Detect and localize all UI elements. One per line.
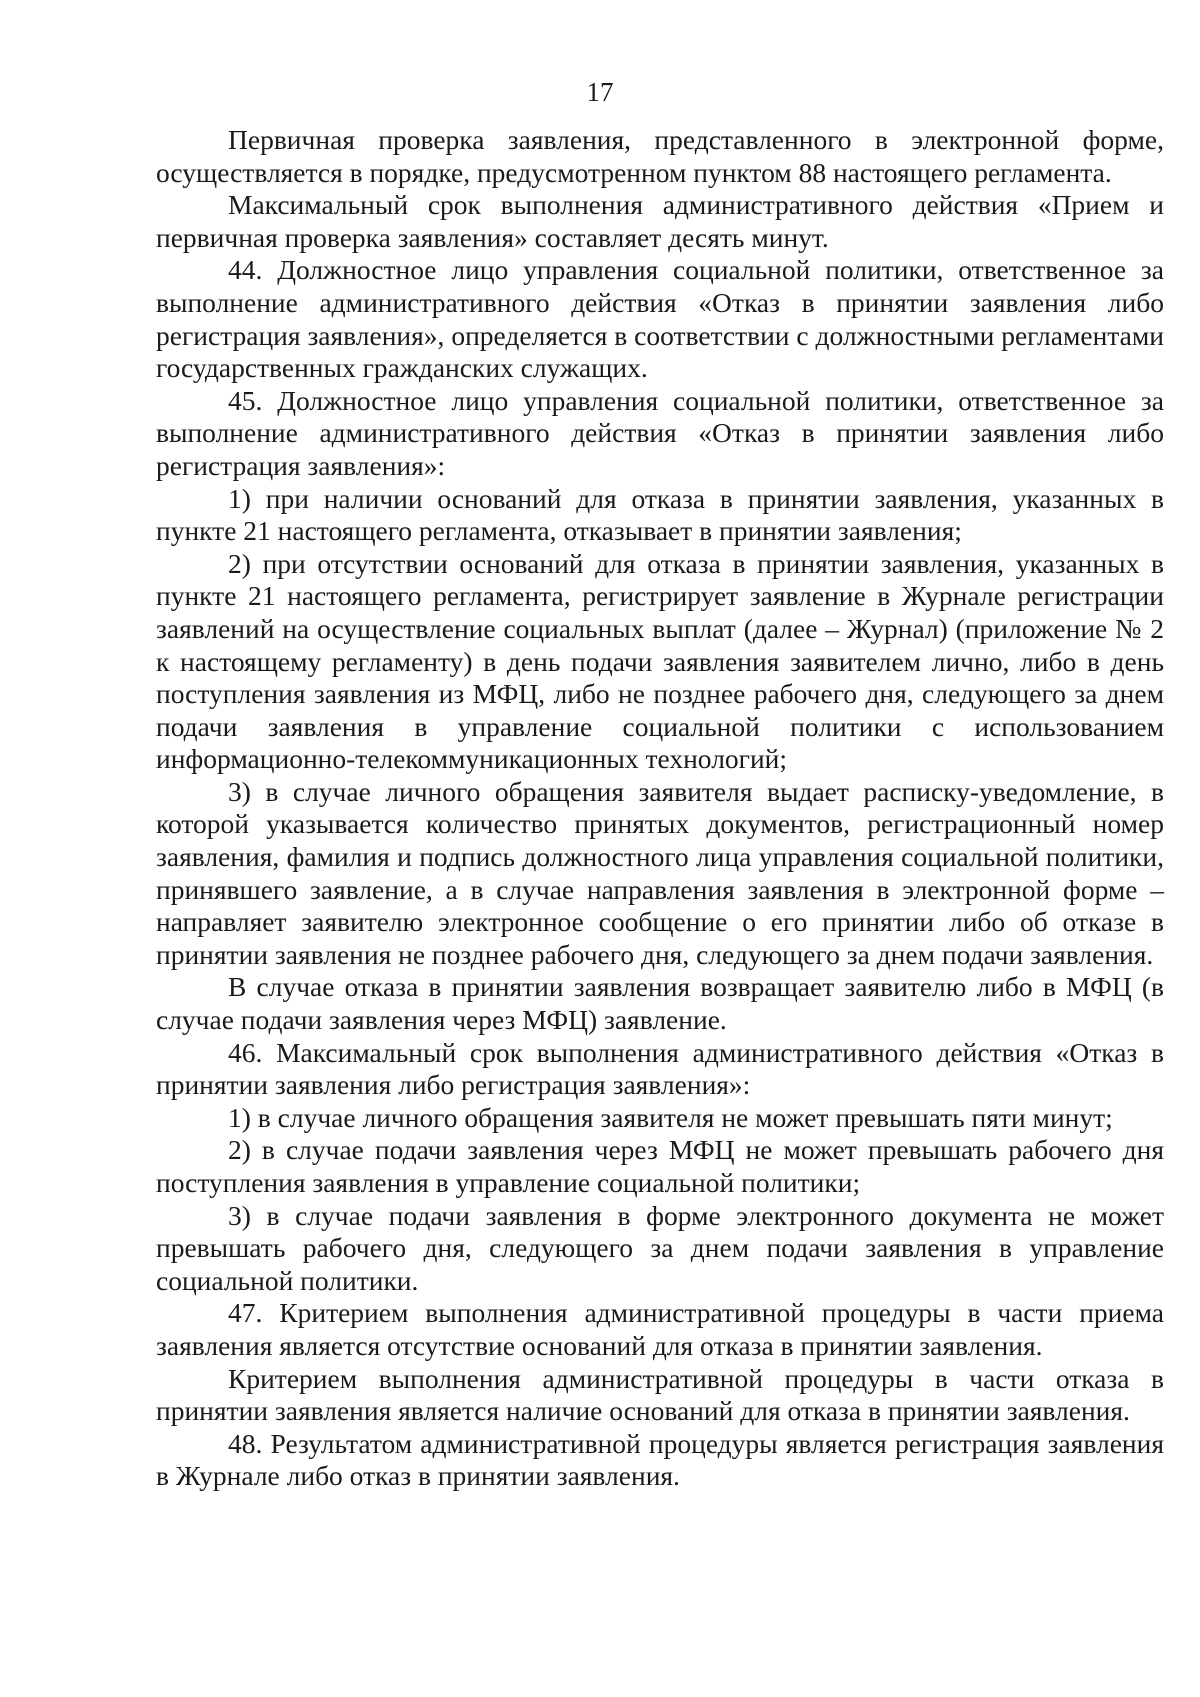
paragraph-45-item-1: 1) при наличии оснований для отказа в принятии заявления, указанных в пункте 21 настоящего регламента, отказывает в принятии заявления; [156, 482, 1164, 547]
paragraph-45: 45. Должностное лицо управления социальной политики, ответственное за выполнение административного действия «Отказ в принятии заявления либо регистрация заявления»: [156, 384, 1164, 481]
paragraph-46: 46. Максимальный срок выполнения административного действия «Отказ в принятии заявления либо регистрация заявления»: [156, 1036, 1164, 1101]
paragraph-46-item-3: 3) в случае подачи заявления в форме электронного документа не может превышать рабочего дня, следующего за днем подачи заявления в управление социальной политики. [156, 1199, 1164, 1296]
paragraph-max-term-reception: Максимальный срок выполнения административного действия «Прием и первичная проверка заявления» составляет десять минут. [156, 189, 1164, 253]
paragraph-45-item-2: 2) при отсутствии оснований для отказа в принятии заявления, указанных в пункте 21 настоящего регламента, регистрирует заявление в Журнале регистрации заявлений на осуществление социальных выплат (далее – Журнал) (приложение № 2 к настоящему регламенту) в день подачи заявления заявителем лично, либо в день поступления заявления из МФЦ, либо не позднее рабочего дня, следующего за днем подачи заявления в управление социальной политики с использованием информационно-телекоммуникационных технологий; [156, 547, 1164, 775]
paragraph-47: 47. Критерием выполнения административной процедуры в части приема заявления является отсутствие оснований для отказа в принятии заявления. [156, 1297, 1164, 1361]
paragraph-46-item-2: 2) в случае подачи заявления через МФЦ не может превышать рабочего дня поступления заявления в управление социальной политики; [156, 1134, 1164, 1198]
paragraph-44: 44. Должностное лицо управления социальной политики, ответственное за выполнение административного действия «Отказ в принятии заявления либо регистрация заявления», определяется в соответствии с должностными регламентами государственных гражданских служащих. [156, 254, 1164, 384]
page-number: 17 [586, 77, 614, 107]
paragraph-45-item-3: 3) в случае личного обращения заявителя выдает расписку-уведомление, в которой указывается количество принятых документов, регистрационный номер заявления, фамилия и подпись должностного лица управления социальной политики, принявшего заявление, а в случае направления заявления в электронной форме – направляет заявителю электронное сообщение о его принятии либо об отказе в принятии заявления не позднее рабочего дня, следующего за днем подачи заявления. [156, 775, 1164, 970]
document-body [156, 124, 1164, 1493]
paragraph-46-item-1: 1) в случае личного обращения заявителя не может превышать пяти минут; [228, 1101, 1113, 1133]
paragraph-48: 48. Результатом административной процедуры является регистрация заявления в Журнале либо отказ в принятии заявления. [156, 1427, 1164, 1492]
paragraph-refusal-return: В случае отказа в принятии заявления возвращает заявителю либо в МФЦ (в случае подачи заявления через МФЦ) заявление. [156, 971, 1164, 1036]
paragraph-primary-check: Первичная проверка заявления, представленного в электронной форме, осуществляется в порядке, предусмотренном пунктом 88 настоящего регламента. [156, 124, 1164, 188]
paragraph-47-refusal-criterion: Критерием выполнения административной процедуры в части отказа в принятии заявления является наличие оснований для отказа в принятии заявления. [156, 1362, 1164, 1427]
